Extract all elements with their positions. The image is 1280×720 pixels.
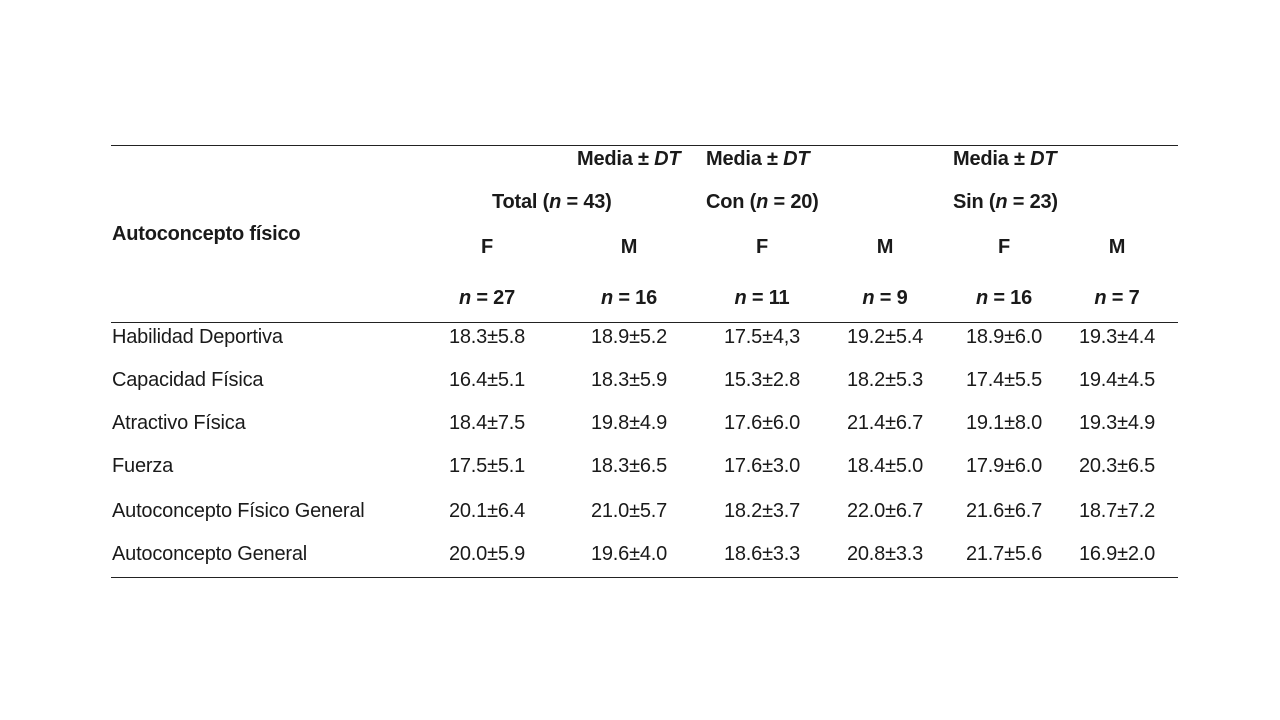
table-cell: 21.6±6.7: [965, 500, 1043, 522]
sex-header-total-f: F: [480, 236, 494, 258]
row-label: Fuerza: [112, 455, 174, 477]
row-label: Autoconcepto Físico General: [112, 500, 365, 522]
table-cell: 18.2±5.3: [846, 369, 924, 391]
table-cell: 19.3±4.4: [1078, 326, 1156, 348]
group-total-name: Total (n = 43): [492, 191, 612, 213]
n-header-con-m: n = 9: [862, 287, 908, 309]
table-bottom-rule: [111, 577, 1178, 578]
table-cell: 18.9±5.2: [590, 326, 668, 348]
table-cell: 19.3±4.9: [1078, 412, 1156, 434]
table-cell: 18.7±7.2: [1078, 500, 1156, 522]
header-bottom-rule: [111, 322, 1178, 323]
n-header-sin-f: n = 16: [975, 287, 1033, 309]
table-cell: 17.6±3.0: [723, 455, 801, 477]
table-cell: 18.3±6.5: [590, 455, 668, 477]
table-cell: 20.1±6.4: [448, 500, 526, 522]
row-label: Capacidad Física: [112, 369, 264, 391]
sex-header-con-f: F: [755, 236, 769, 258]
table-cell: 17.4±5.5: [965, 369, 1043, 391]
table-cell: 19.6±4.0: [590, 543, 668, 565]
table-top-rule: [111, 145, 1178, 146]
table-cell: 19.2±5.4: [846, 326, 924, 348]
table-cell: 19.1±8.0: [965, 412, 1043, 434]
n-header-con-f: n = 11: [734, 287, 790, 309]
sex-header-sin-f: F: [997, 236, 1011, 258]
group-con-name: Con (n = 20): [706, 191, 819, 213]
group-total-mean-header: Media ± DT: [577, 148, 681, 170]
table-cell: 21.7±5.6: [965, 543, 1043, 565]
table-cell: 19.4±4.5: [1078, 369, 1156, 391]
table-cell: 18.3±5.9: [590, 369, 668, 391]
table-cell: 15.3±2.8: [723, 369, 801, 391]
row-label: Habilidad Deportiva: [112, 326, 283, 348]
sex-header-con-m: M: [876, 236, 894, 258]
table-cell: 16.9±2.0: [1078, 543, 1156, 565]
table-cell: 18.9±6.0: [965, 326, 1043, 348]
table-cell: 18.4±7.5: [448, 412, 526, 434]
statistics-table: [111, 145, 1178, 579]
sex-header-sin-m: M: [1108, 236, 1126, 258]
table-cell: 20.3±6.5: [1078, 455, 1156, 477]
group-con-mean-header: Media ± DT: [706, 148, 810, 170]
table-cell: 17.5±4,3: [723, 326, 801, 348]
table-cell: 20.0±5.9: [448, 543, 526, 565]
group-sin-name: Sin (n = 23): [953, 191, 1058, 213]
table-cell: 17.9±6.0: [965, 455, 1043, 477]
row-label: Atractivo Física: [112, 412, 246, 434]
table-cell: 16.4±5.1: [448, 369, 526, 391]
table-cell: 20.8±3.3: [846, 543, 924, 565]
n-header-total-m: n = 16: [600, 287, 658, 309]
group-sin-mean-header: Media ± DT: [953, 148, 1057, 170]
n-header-total-f: n = 27: [458, 287, 516, 309]
table-cell: 17.6±6.0: [723, 412, 801, 434]
table-cell: 18.4±5.0: [846, 455, 924, 477]
table-cell: 17.5±5.1: [448, 455, 526, 477]
sex-header-total-m: M: [620, 236, 638, 258]
table-cell: 22.0±6.7: [846, 500, 924, 522]
table-cell: 21.0±5.7: [590, 500, 668, 522]
table-cell: 18.2±3.7: [723, 500, 801, 522]
row-header-title: Autoconcepto físico: [112, 223, 301, 245]
table-cell: 19.8±4.9: [590, 412, 668, 434]
row-label: Autoconcepto General: [112, 543, 308, 565]
table-cell: 21.4±6.7: [846, 412, 924, 434]
table-cell: 18.6±3.3: [723, 543, 801, 565]
n-header-sin-m: n = 7: [1094, 287, 1140, 309]
table-cell: 18.3±5.8: [448, 326, 526, 348]
